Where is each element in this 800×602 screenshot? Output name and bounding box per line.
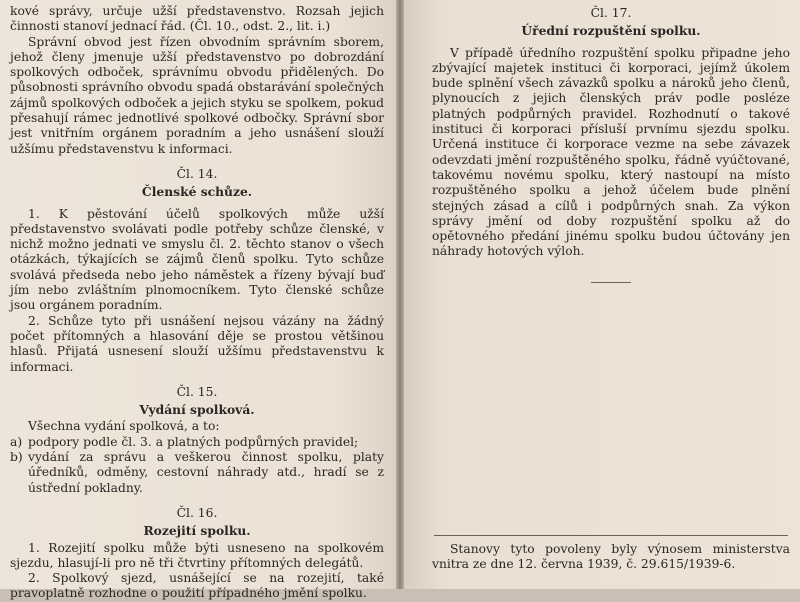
article-15-intro: Všechna vydání spolková, a to: xyxy=(28,419,220,434)
article-14-paragraph-2: 2. Schůze tyto při usnášení nejsou vázány na žádný počet přítomných a hlasování děje se prostou většinou hlasů. Přijatá usnesení slouží užšímu představenstvu k informaci. xyxy=(10,313,384,374)
article-15-item-a xyxy=(10,435,384,450)
article-16-paragraph-1: 1. Rozejití spolku může býti usneseno na spolkovém sjezdu, hlasují-li pro ně tři čtvrtiny přítomných delegátů. xyxy=(10,540,384,570)
left-page xyxy=(0,0,396,601)
right-page xyxy=(404,0,800,589)
section-divider xyxy=(591,282,631,283)
administrative-district-paragraph: Správní obvod jest řízen obvodním správním sborem, jehož členy jmenuje užší představenstvo po dobrozdání spolkových odboček, správnímu obvodu přidělených. Do působnosti správního obvodu spadá obstarávání společných zájmů spolkových odboček a jejich styku se spolkem, pokud přesahují rámec jednotlivé spolkové odbočky. Správní sbor jest vnitřním orgánem poradním a jeho usnášení slouží užšímu představenstvu k informaci. xyxy=(10,34,384,156)
article-17-paragraph: V případě úředního rozpuštění spolku připadne jeho zbývající majetek instituci či korporaci, jejímž úkolem bude splnění všech závazků spolku a nároků jeho členů, plynoucích z jejich členských práv podle posléze platných podpůrných pravidel. Rozhodnutí o takové instituci či korporaci přísluší prvnímu sjezdu spolku. Určená instituce či korporace vezme na sebe závazek odevzdati jmění rozpuštěného spolku, řádně vyúčtované, takovému novému spolku, který nastoupí na místo rozpuštěného spolku a jehož účelem bude plnění stejných zásad a cílů i podpůrných snah. Za výkon správy jmění od doby rozpuštění spolku až do opětovného předání jinému spolku budou účtovány jen náhrady hotových výloh. xyxy=(432,45,790,259)
footer-divider xyxy=(434,535,788,536)
item-label: b) xyxy=(10,450,23,465)
article-16-paragraph-2: 2. Spolkový sjezd, usnášející se na rozejití, také pravoplatně rozhodne o použití případného jmění spolku. xyxy=(10,571,384,601)
approval-text: Stanovy tyto povoleny byly výnosem ministerstva vnitra ze dne 12. června 1939, č. 29.615/1939-6. xyxy=(432,542,790,572)
article-15-number: Čl. 15. xyxy=(176,384,218,399)
article-14-paragraph-1: 1. K pěstování účelů spolkových může užší představenstvo svolávati podle potřeby schůze členské, v nichž možno jednati ve smyslu čl. 2. těchto stanov o všech otázkách, týkajících se zájmů členů spolku. Tyto schůze svolává předseda nebo jeho náměstek a řízeny bývají buď jím nebo zvláštním plnomocníkem. Tyto členské schůze jsou orgánem poradním. xyxy=(10,206,384,313)
continuation-paragraph: kové správy, určuje užší představenstvo. Rozsah jejich činnosti stanoví jednací řád. (Čl. 10., odst. 2., lit. i.) xyxy=(10,4,384,34)
article-14-number: Čl. 14. xyxy=(176,166,218,181)
item-label: a) xyxy=(10,434,23,449)
article-14-title: Členské schůze. xyxy=(141,184,253,200)
article-17-number: Čl. 17. xyxy=(590,6,632,20)
article-16-title: Rozejití spolku. xyxy=(143,523,251,539)
article-15-item-b xyxy=(10,450,384,496)
book-gutter xyxy=(396,0,404,589)
article-15-title: Vydání spolková. xyxy=(139,402,255,418)
approval-note xyxy=(432,542,790,573)
article-16-number: Čl. 16. xyxy=(176,505,218,520)
item-text: vydání za správu a veškerou činnost spolku, platy úředníků, odměny, cestovní náhrady atd., hradí se z ústřední pokladny. xyxy=(28,450,384,495)
article-17-title: Úřední rozpuštění spolku. xyxy=(521,23,701,39)
item-text: podpory podle čl. 3. a platných podpůrných pravidel; xyxy=(28,434,359,449)
